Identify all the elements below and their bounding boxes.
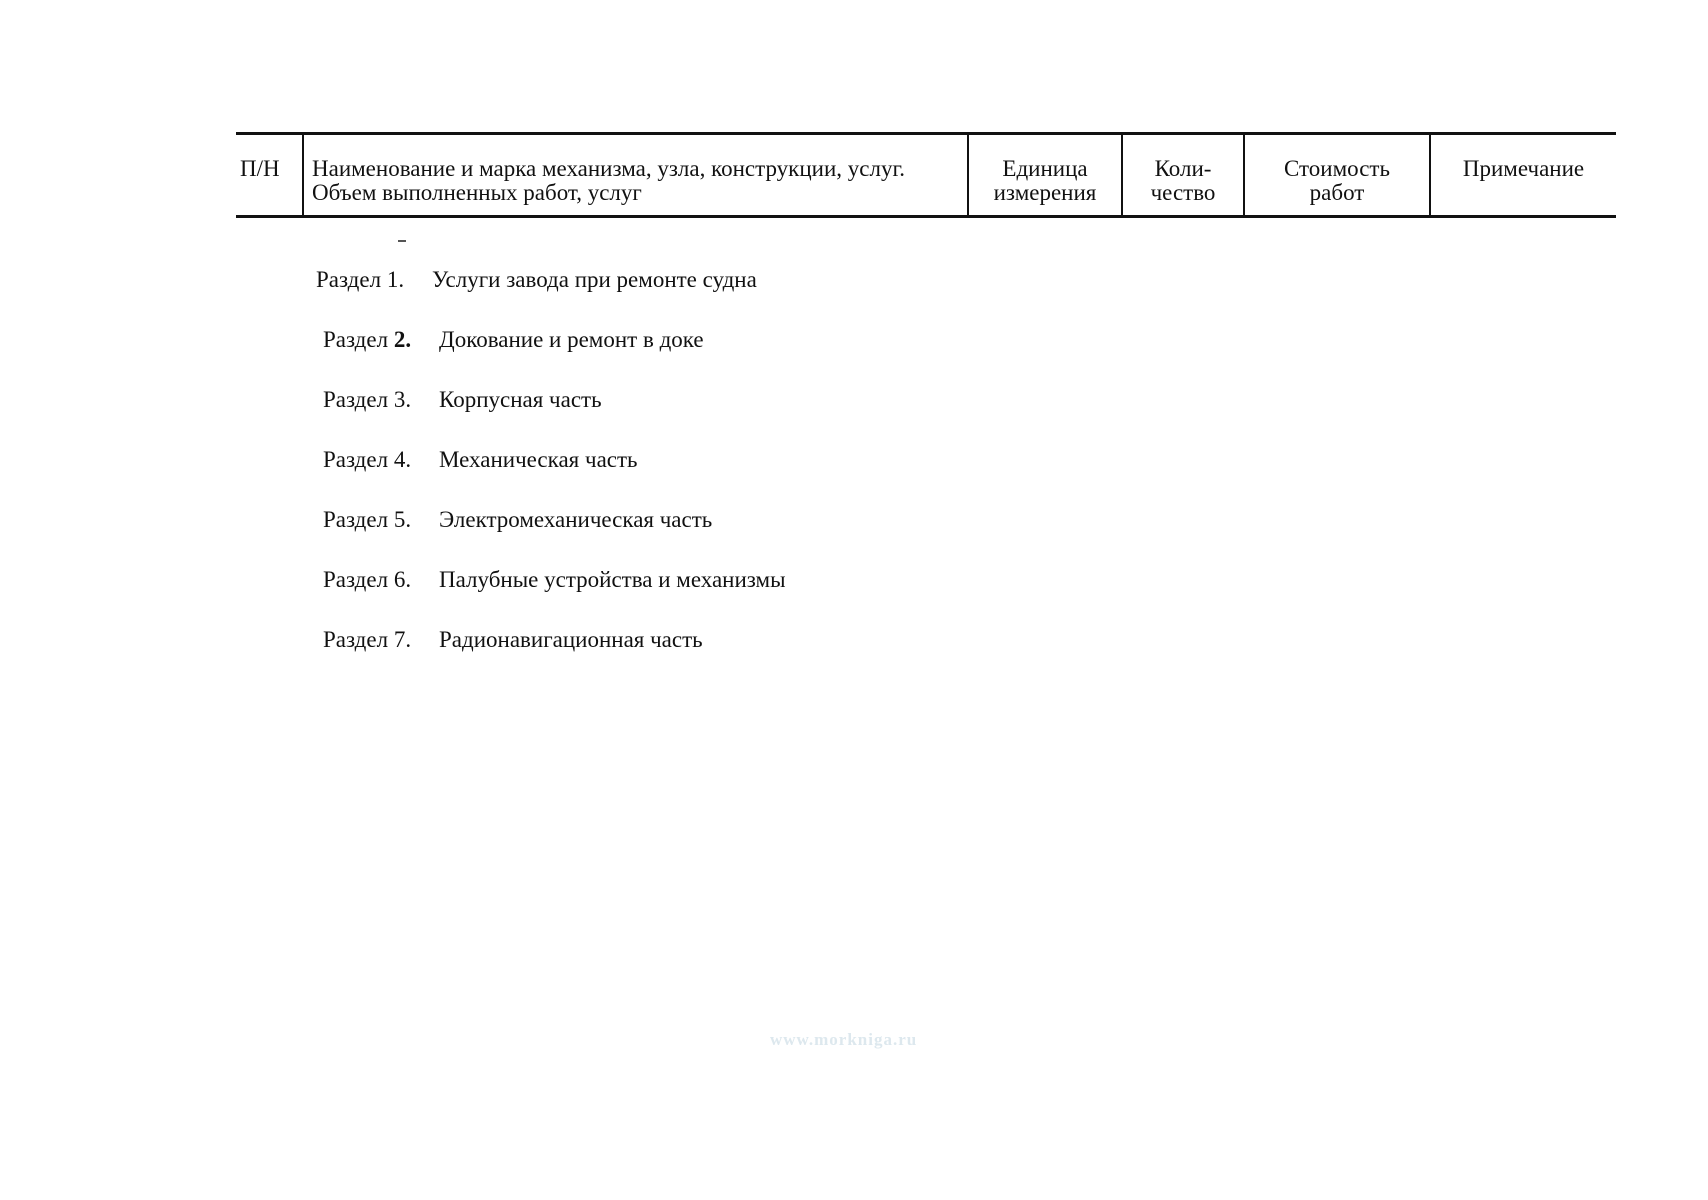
section-title: Услуги завода при ремонте судна <box>432 267 757 292</box>
header-name <box>302 135 967 215</box>
header-name-text: Наименование и марка механизма, узла, конструкции, услуг. Объем выполненных работ, услуг <box>312 156 906 205</box>
header-unit-text: Единица измерения <box>993 156 1097 205</box>
section-number: Раздел 5. <box>323 507 412 532</box>
header-unit <box>967 135 1121 215</box>
section-number: Раздел 3. <box>323 387 412 412</box>
section-number: Раздел 2. <box>323 327 412 352</box>
section-item <box>323 382 786 442</box>
section-title: Электромеханическая часть <box>439 507 713 532</box>
section-item <box>316 262 786 322</box>
header-cost-text: Стоимость работ <box>1284 156 1390 205</box>
section-title: Радионавигационная часть <box>439 627 703 652</box>
scan-mark <box>398 240 406 242</box>
section-list <box>316 262 786 682</box>
header-quantity-text: Коли- чество <box>1150 156 1216 205</box>
header-note <box>1429 135 1616 215</box>
header-pn-text: П/Н <box>240 156 280 181</box>
section-title: Корпусная часть <box>439 387 602 412</box>
section-title: Докование и ремонт в доке <box>439 327 704 352</box>
header-quantity <box>1121 135 1243 215</box>
section-title: Палубные устройства и механизмы <box>439 567 786 592</box>
section-number: Раздел 7. <box>323 627 412 652</box>
section-item <box>323 322 786 382</box>
section-number: Раздел 1. <box>316 267 405 292</box>
watermark: www.morkniga.ru <box>770 1030 918 1049</box>
header-note-text: Примечание <box>1462 156 1585 181</box>
section-item <box>323 622 786 682</box>
section-title: Механическая часть <box>439 447 638 472</box>
table-header <box>236 132 1616 218</box>
header-pn <box>236 135 302 215</box>
section-item <box>323 442 786 502</box>
header-cost <box>1243 135 1429 215</box>
section-number: Раздел 4. <box>323 447 412 472</box>
section-item <box>323 562 786 622</box>
section-number: Раздел 6. <box>323 567 412 592</box>
section-item <box>323 502 786 562</box>
